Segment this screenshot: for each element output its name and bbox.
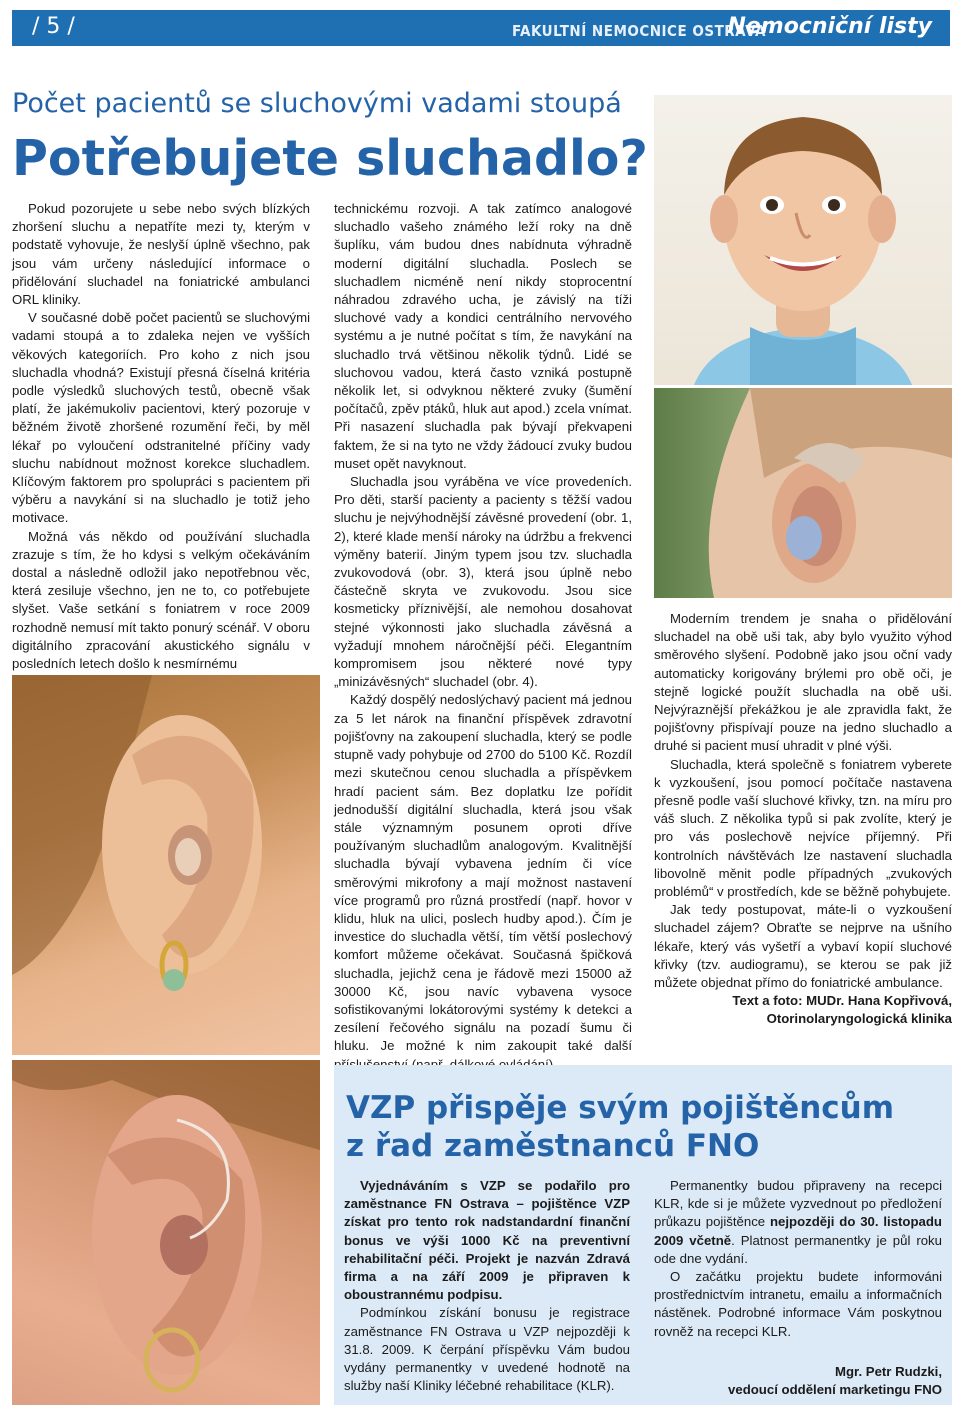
paragraph: Sluchadla, která společně s foniatrem vyberete k vyzkoušení, jsou pomocí počítače nastavena přesně podle vaší sluchové křivky, tzn. na míru pro váš sluch. Z několika typů si pak zvolíte, který je pro vás poslechově nejvíce příjemný. Při kontrolních návštěvách lze nastavení sluchadla libovolně měnit podle případných „zvukových problémů“ v prostředích, kde se běžně pohybujete. xyxy=(654,756,952,900)
deadline-outro: . Platnost permanentky je půl roku ode dne vydání. xyxy=(654,1232,942,1266)
article-title: Potřebujete sluchadlo? xyxy=(12,130,648,187)
paragraph: Sluchadla jsou vyráběna ve více provedeních. Pro děti, starší pacienty a pacienty s těžší vadou sluchu je nejvýhodnější závěsné provedení (obr. 1, 2), které klade menší nároky na údržbu a frekvenci výměny baterií. Jiným typem jsou tzv. sluchadla zvukovodová (obr. 3), která jsou úplně nebo částečně skryta ve zvukovodu. Jsou sice kosmeticky příznivější, ale nemohou dosahovat stejné výkonnosti jako sluchadla závěsná a vyžadují mnohem náročnější péči. Elegantním kompromisem jsou některé nové typy „minizávěsných“ sluchadel (obr. 4). xyxy=(334,474,632,690)
photo-child-hearing-aid xyxy=(654,388,952,598)
vzp-lead-text: Vyjednáváním s VZP se podařilo pro zaměstnance FN Ostrava – pojištěnce VZP získat pro tento rok nadstandardní finanční bonus ve výši 1000 Kč na preventivní rehabilitační péči. Projekt je nazván Zdravá firma a na září 2009 je připraven k oboustrannému podpisu. xyxy=(344,1178,630,1303)
photo-boy-portrait xyxy=(654,95,952,385)
signature-name: Mgr. Petr Rudzki, xyxy=(835,1363,942,1379)
paragraph: Moderním trendem je snaha o přidělování sluchadel na obě uši tak, aby bylo využito výhod směrového slyšení. Podobně jako jsou oční vady automaticky korigovány brýlemi pro obě oči, je stejně logické použít sluchadla na obě uši. Nejvýraznější překážkou je ale zpravidla fakt, že pojišťovny přispívají pouze na jedno sluchadlo a druhé si pacient musí uhradit v plné výši. xyxy=(654,611,952,754)
vzp-announcement-box xyxy=(334,1065,952,1405)
paragraph xyxy=(654,1177,942,1268)
vzp-column-2 xyxy=(654,1177,942,1399)
paragraph: Možná vás někdo od používání sluchadla zrazuje s tím, že ho kdysi s velkým očekáváním dostal a následně odložil jako nepotřebnou věc, která zesiluje všechno, jen ne to, co potřebujete slyšet. Vaše setkání s foniatrem v roce 2009 rozhodně nemusí mít takto ponurý scénář. V oboru digitálního zpracování akustického signálu v posledních letech došlo k nesmírnému xyxy=(12,528,310,672)
deadline-intro: Permanentky budou připraveny na recepci KLR, kde si je můžete vyzvednout po předložení průkazu pojištěnce xyxy=(654,1178,942,1230)
credit-author: Text a foto: MUDr. Hana Kopřivová, xyxy=(732,993,952,1009)
author-credit xyxy=(654,992,952,1028)
paragraph: Jak tedy postupovat, máte-li o vyzkoušení sluchadel zájem? Obraťte se nejprve na ušního lékaře, který vás vyšetří a vybaví kopií sluchové křivky (tzv. audiogramu), se kterou se pak již můžete objednat přímo do foniatrické ambulance. xyxy=(654,902,952,991)
paragraph: V současné době počet pacientů se sluchovými vadami stoupá a to zdaleka nejen ve vyšších věkových kategoriích. Pro koho z nich jsou sluchadla vhodná? Existují přesná číselná kritéria podle výsledků sluchových testů, obecně však platí, že jakémukoliv pacientovi, který pozoruje v běžném životě zhoršené rozumění řeči, by měl lékař po vyloučení odstranitelné příčiny vady sluchu nabídnout možnost korekce sluchadlem. Klíčovým faktorem pro spolupráci s pacientem při výběru a navykání si na sluchadlo je totiž jeho motivace. xyxy=(12,310,310,526)
article-kicker: Počet pacientů se sluchovými vadami stoupá xyxy=(12,88,622,119)
vzp-title xyxy=(346,1089,894,1165)
hospital-name: FAKULTNÍ NEMOCNICE OSTRAVA xyxy=(512,22,766,40)
article-column-1 xyxy=(12,200,310,673)
page-number: / 5 / xyxy=(32,14,75,39)
paragraph: technickému rozvoji. A tak zatímco analogové sluchadlo vašeho známého leží roky na dně šuplíku, vám budou dnes nabídnuta výhradně moderní digitální sluchadla. Poslech se sluchadlem nicméně není nikdy stoprocentní náhradou zdravého ucha, je závislý na tíži sluchové vady a kondici centrálního nervového systému a je nutné počítat s tím, že navykání na sluchadlo trvá většinou několik týdnů. Lidé se sluchovou vadou, která často vzniká postupně několik let, si odvyknou některé zvuky (šumění počítačů, zpěv ptáků, hluk aut apod.) zcela vnímat. Při nasazení sluchadla pak bývají překvapeni faktem, že si na tyto ne vždy žádoucí zvuky budou muset opět navyknout. xyxy=(334,201,632,471)
page-header xyxy=(12,10,950,46)
publication-logo: Nemocniční listy xyxy=(727,14,932,39)
photo-ear-mini-bte-aid xyxy=(12,1060,320,1405)
paragraph: Pokud pozorujete u sebe nebo svých blízkých zhoršení sluchu a nepatříte mezi ty, kterým v podstatě vyhovuje, že neslyší úplně všechno, pak jsou vám určeny následující informace o přidělování sluchadel na foniatrické ambulanci ORL kliniky. xyxy=(12,201,310,308)
vzp-lead xyxy=(344,1177,630,1304)
credit-department: Otorinolaryngologická klinika xyxy=(766,1011,952,1027)
paragraph: O začátku projektu budete informováni prostřednictvím intranetu, emailu a informačních nástěnek. Podrobné informace Vám poskytnou rovněž na recepci KLR. xyxy=(654,1269,942,1339)
article-column-2 xyxy=(334,200,632,1074)
paragraph: Podmínkou získání bonusu je registrace zaměstnance FN Ostrava u VZP nejpozději k 31.8. 2009. K čerpání příspěvku Vám budou vydány permanentky v uvedené hodnotě na služby naší Kliniky léčebné rehabilitace (KLR). xyxy=(344,1305,630,1394)
vzp-column-1 xyxy=(344,1177,630,1395)
article-column-3 xyxy=(654,610,952,1029)
vzp-title-line-2: z řad zaměstnanců FNO xyxy=(346,1128,760,1164)
signature-role: vedoucí oddělení marketingu FNO xyxy=(728,1382,942,1398)
paragraph: Každý dospělý nedoslýchavý pacient má jednou za 5 let nárok na finanční příspěvek zdravotní pojišťovny na zakoupení sluchadla, který se podle stupně vady pohybuje od 2700 do 5100 Kč. Rozdíl mezi skutečnou cenou sluchadla a příspěvkem hradí pacient sám. Bez doplatku lze pořídit jednodušší digitální sluchadla, která jsou však stále významným posunem oproti dříve používaným sluchadlům analogovým. Kvalitnější sluchadla bývají vybavena jedním či více směrovými mikrofony a mají možnost nastavení více programů pro různá prostředí (např. hovor v klidu, hluk na ulici, poslech hudby apod.). Čím je investice do sluchadla větší, tím větší poslechový komfort můžeme očekávat. Současná špičková sluchadla, jejichž cena je řádově mezi 15000 až 30000 Kč, jsou navíc vybavena vysoce sofistikovanými lokátorovými systémy k detekci a zesílení řečového signálu na pozadí šumu či hluku. Je možné k nim zakoupit také další xyxy=(334,692,632,1054)
vzp-signature xyxy=(654,1363,942,1399)
photo-ear-in-canal-aid xyxy=(12,675,320,1055)
deadline-date: nejpozději do 30. listopadu 2009 včetně xyxy=(654,1214,942,1248)
vzp-title-line-1: VZP přispěje svým pojištěncům xyxy=(346,1090,895,1126)
